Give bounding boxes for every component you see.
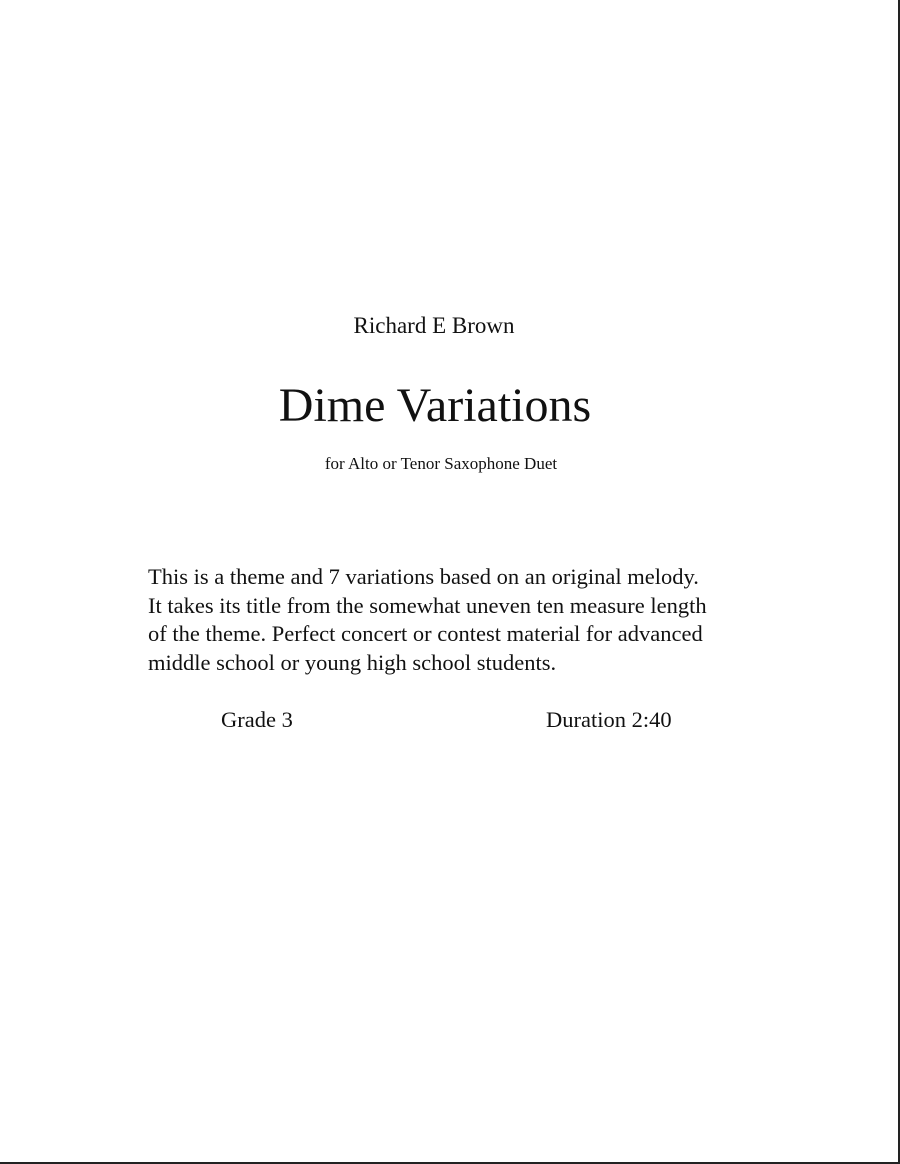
duration-label: Duration 2:40	[546, 707, 672, 732]
description-line: This is a theme and 7 variations based on an original melody.	[148, 564, 699, 589]
grade-level: Grade 3	[221, 707, 293, 732]
instrumentation-subtitle: for Alto or Tenor Saxophone Duet	[324, 454, 558, 473]
description-paragraph	[148, 563, 788, 677]
composer-name: Richard E Brown	[353, 313, 515, 338]
description-line: It takes its title from the somewhat uneven ten measure length	[148, 592, 707, 618]
description-line: middle school or young high school students.	[148, 649, 557, 675]
description-line: of the theme. Perfect concert or contest material for advanced	[148, 621, 703, 646]
piece-title: Dime Variations	[278, 379, 592, 432]
